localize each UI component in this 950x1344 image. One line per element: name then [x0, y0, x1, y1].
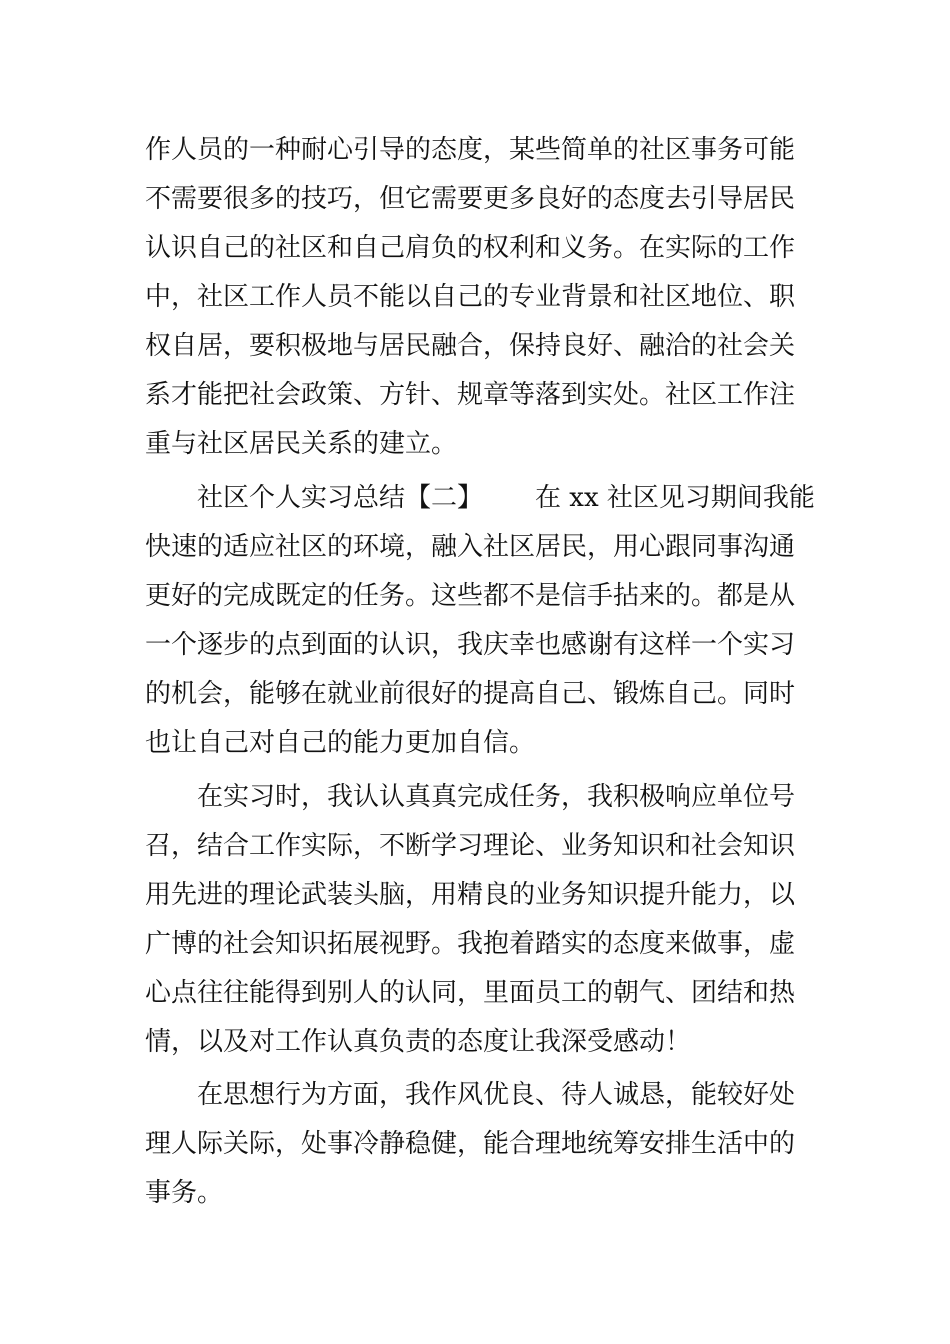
text-line: 理人际关际，处事冷静稳健，能合理地统筹安排生活中的	[145, 1129, 796, 1159]
text-line: 认识自己的社区和自己肩负的权利和义务。在实际的工作	[145, 233, 796, 263]
text-line: 广博的社会知识拓展视野。我抱着踏实的态度来做事，虚	[145, 929, 796, 959]
text-line: 在思想行为方面，我作风优良、待人诚恳，能较好处	[197, 1080, 796, 1110]
paragraph-internship	[145, 773, 810, 1067]
text-line: 权自居，要积极地与居民融合，保持良好、融洽的社会关	[145, 331, 796, 361]
text-line: 重与社区居民关系的建立。	[145, 429, 458, 459]
text-line: 作人员的一种耐心引导的态度，某些简单的社区事务可能	[145, 135, 796, 165]
paragraph-conduct	[145, 1071, 810, 1218]
text-line: 用先进的理论武装头脑，用精良的业务知识提升能力，以	[145, 880, 796, 910]
text-line: 的机会，能够在就业前很好的提高自己、锻炼自己。同时	[145, 679, 796, 709]
text-line: 中，社区工作人员不能以自己的专业背景和社区地位、职	[145, 282, 796, 312]
text-line: 召，结合工作实际，不断学习理论、业务知识和社会知识	[145, 831, 796, 861]
text-line: 快速的适应社区的环境，融入社区居民，用心跟同事沟通	[145, 532, 796, 562]
text-line: 也让自己对自己的能力更加自信。	[145, 728, 536, 758]
text-line: 系才能把社会政策、方针、规章等落到实处。社区工作注	[145, 380, 796, 410]
text-line: 一个逐步的点到面的认识，我庆幸也感谢有这样一个实习	[145, 630, 796, 660]
paragraph-summary-two	[145, 474, 815, 768]
paragraph-continuation	[145, 126, 810, 469]
text-line: 事务。	[145, 1178, 224, 1208]
text-line: 不需要很多的技巧，但它需要更多良好的态度去引导居民	[145, 184, 796, 214]
section-heading-line	[145, 474, 815, 523]
text-line: 更好的完成既定的任务。这些都不是信手拈来的。都是从	[145, 581, 796, 611]
text-line: 在实习时，我认认真真完成任务，我积极响应单位号	[197, 782, 796, 812]
text-line: 心点往往能得到别人的认同，里面员工的朝气、团结和热	[145, 978, 796, 1008]
text-line: 在 xx 社区见习期间我能	[535, 483, 815, 513]
section-heading: 社区个人实习总结【二】	[197, 483, 484, 513]
text-line: 情，以及对工作认真负责的态度让我深受感动！	[145, 1027, 692, 1057]
